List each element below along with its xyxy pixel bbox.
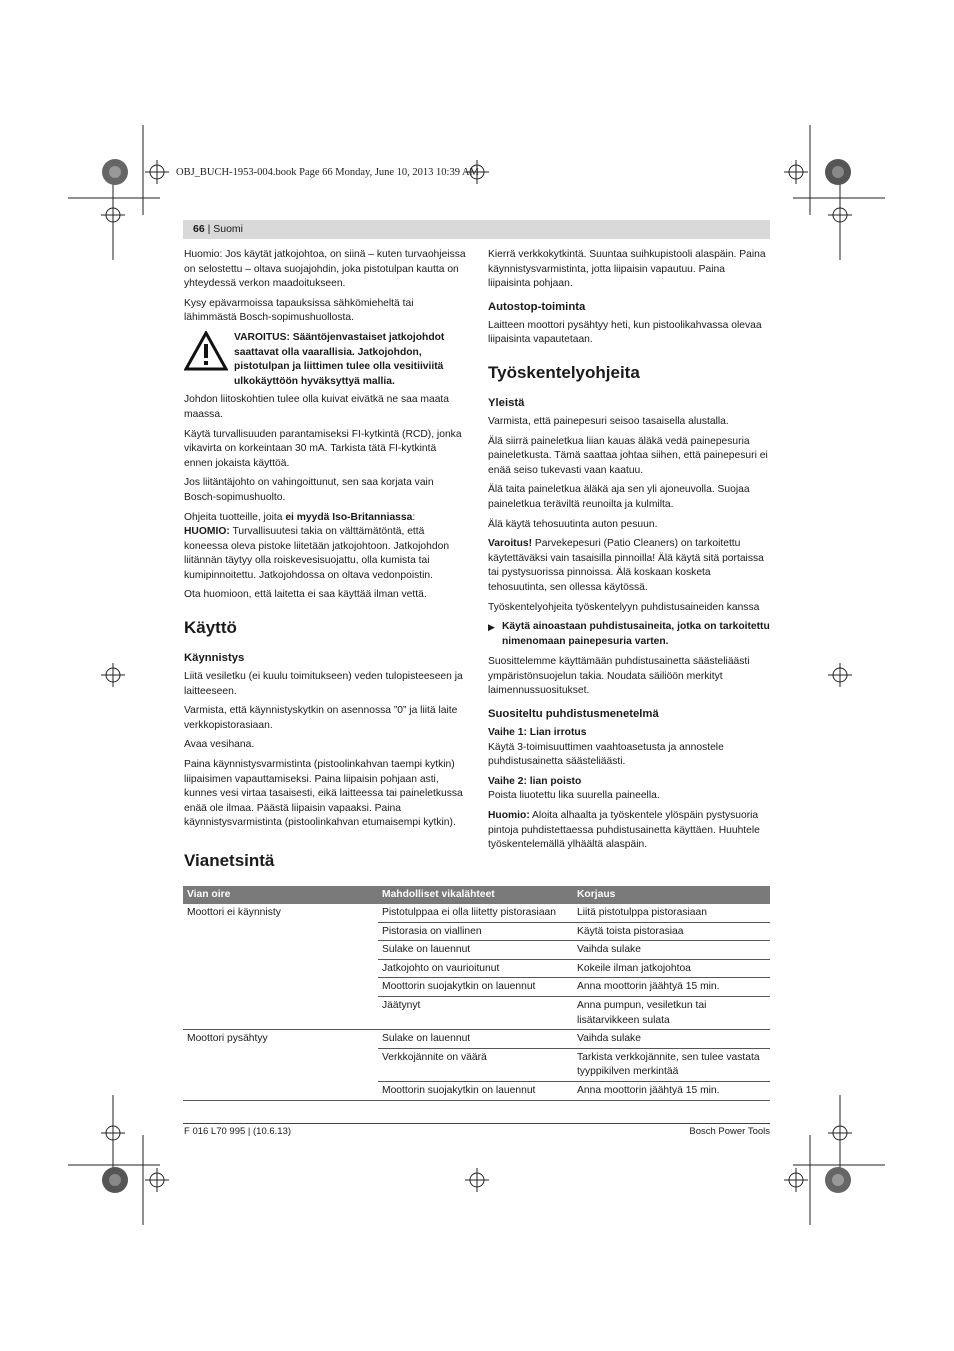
paragraph: Älä siirrä paineletkua liian kauas äläkä vedä painepesuria paineletkusta. Tämä saattaa johtaa siihen, että painepesuri ei enää seiso tukevasti vaan kaatuu. xyxy=(488,435,768,476)
paragraph: Kysy epävarmoissa tapauksissa sähkömieheltä tai lähimmästä Bosch-sopimushuollosta. xyxy=(184,297,414,324)
column-header: Vian oire xyxy=(183,886,378,904)
table-cell: Käytä toista pistorasiaa xyxy=(573,922,770,941)
heading-vianetsinta: Vianetsintä xyxy=(184,851,275,870)
paragraph: Varoitus! Parvekepesuri (Patio Cleaners) on tarkoitettu käytettäväksi vain tasaisilla pinnoilla! Älä käytä sitä portaissa tai pystysuorissa pinnoissa. Älä koskaan kosketa tehosuutinta, sen ollessa käytössä. xyxy=(488,538,764,593)
paragraph: Varmista, että käynnistyskytkin on asennossa ”0” ja liitä laite verkkopistorasiaan. xyxy=(184,705,458,731)
paragraph: Työskentelyohjeita työskentelyyn puhdistusaineiden kanssa xyxy=(488,601,760,613)
triangle-bullet-icon: ▶ xyxy=(488,622,495,633)
step-text: Poista liuotettu lika suurella paineella. xyxy=(488,790,660,802)
table-cell: Moottori ei käynnisty xyxy=(183,904,378,1030)
page-header-bar xyxy=(183,220,770,239)
table-row xyxy=(183,1030,770,1049)
paragraph: Ohjeita tuotteille, joita ei myydä Iso-Britanniassa: xyxy=(184,511,416,523)
footer-divider xyxy=(183,1123,770,1124)
paragraph: Avaa vesihana. xyxy=(184,739,255,751)
table-cell: Sulake on lauennut xyxy=(378,1030,573,1049)
warning-triangle-icon xyxy=(184,331,234,389)
table-header-row xyxy=(183,886,770,904)
paragraph: Huomio: Jos käytät jatkojohtoa, on siinä – kuten turvaohjeissa on selostettu – oltava suojajohdin, joka pistotulpan kautta on yhteydessä verkon maadoitukseen. xyxy=(184,249,466,290)
heading-kaytto: Käyttö xyxy=(184,618,237,638)
table-cell: Liitä pistotulppa pistorasiaan xyxy=(573,904,770,922)
table-cell: Jäätynyt xyxy=(378,996,573,1029)
paragraph: Älä taita paineletkua äläkä aja sen yli ajoneuvolla. Suojaa paineletkua teräviltä reunoilta ja kulmilta. xyxy=(488,484,750,510)
table-row xyxy=(183,904,770,922)
table-cell: Anna moottorin jäähtyä 15 min. xyxy=(573,1081,770,1100)
table-cell: Pistorasia on viallinen xyxy=(378,922,573,941)
table-cell: Verkkojännite on väärä xyxy=(378,1048,573,1081)
right-column xyxy=(488,248,770,858)
column-header: Korjaus xyxy=(573,886,770,904)
table-cell: Sulake on lauennut xyxy=(378,941,573,960)
paragraph: Kierrä verkkokytkintä. Suuntaa suihkupistooli alaspäin. Paina käynnistysvarmistinta, jotta liipaisin vapautuu. Paina liipaisinta pohjaan. xyxy=(488,249,766,290)
warning-block xyxy=(184,331,466,389)
warning-text: VAROITUS: Sääntöjenvastaiset jatkojohdot saattavat olla vaarallisia. Jatkojohdon, pistotulpan ja liittimen tulee olla vesitiiviitä ulkokäyttöön hyväksyttyä mallia. xyxy=(234,331,445,387)
column-header: Mahdolliset vikalähteet xyxy=(378,886,573,904)
table-cell: Pistotulppaa ei olla liitetty pistorasiaan xyxy=(378,904,573,922)
paragraph: Käytä turvallisuuden parantamiseksi FI-kytkintä (RCD), jonka vikavirta on korkeintaan 30 mA. Tarkista tätä FI-kytkintä ennen jokaista käyttöä. xyxy=(184,428,462,469)
page-number: 66 xyxy=(193,223,205,235)
paragraph: Liitä vesiletku (ei kuulu toimitukseen) veden tulopisteeseen ja laitteeseen. xyxy=(184,671,463,697)
table-cell: Kokeile ilman jatkojohtoa xyxy=(573,959,770,978)
heading-yleista: Yleistä xyxy=(488,396,525,409)
table-cell: Vaihda sulake xyxy=(573,941,770,960)
step-text: Käytä 3-toimisuuttimen vaahtoasetusta ja annostele puhdistusainetta säästeliäästi. xyxy=(488,741,724,768)
table-cell: Tarkista verkkojännite, sen tulee vastata tyyppikilven merkintää xyxy=(573,1048,770,1081)
left-column xyxy=(184,248,466,836)
paragraph: Laitteen moottori pysähtyy heti, kun pistoolikahvassa olevaa liipaisinta vapautetaan. xyxy=(488,319,762,346)
table-cell: Jatkojohto on vaurioitunut xyxy=(378,959,573,978)
heading-suositeltu: Suositeltu puhdistusmenetelmä xyxy=(488,708,659,721)
table-cell: Moottori pysähtyy xyxy=(183,1030,378,1100)
table-cell: Vaihda sulake xyxy=(573,1030,770,1049)
file-header: OBJ_BUCH-1953-004.book Page 66 Monday, June 10, 2013 10:39 AM xyxy=(176,167,479,178)
bullet-item: ▶ Käytä ainoastaan puhdistusaineita, jotka on tarkoitettu nimenomaan painepesuria varten. xyxy=(488,620,770,649)
paragraph: Älä käytä tehosuutinta auton pesuun. xyxy=(488,518,658,530)
table-cell: Anna pumpun, vesiletkun tai lisätarvikkeen sulata xyxy=(573,996,770,1029)
heading-tyoskentely: Työskentelyohjeita xyxy=(488,362,640,382)
paragraph: Jos liitäntäjohto on vahingoittunut, sen saa korjata vain Bosch-sopimushuolto. xyxy=(184,477,434,503)
footer-doc-number: F 016 L70 995 | (10.6.13) xyxy=(184,1126,292,1137)
paragraph: Ota huomioon, että laitetta ei saa käyttää ilman vettä. xyxy=(184,589,427,601)
footer-brand: Bosch Power Tools xyxy=(689,1126,770,1137)
heading-kaynnistys: Käynnistys xyxy=(184,652,245,665)
page-header: 66 | Suomi xyxy=(193,223,244,235)
troubleshooting-table xyxy=(183,886,770,1101)
section-name: Suomi xyxy=(213,223,244,235)
table-cell: Moottorin suojakytkin on lauennut xyxy=(378,1081,573,1100)
paragraph: Paina käynnistysvarmistinta (pistoolinkahvan taempi kytkin) liipaisimen vapauttamiseksi. Paina liipaisin pohjaan asti, kunnes vesi virtaa tasaisesti, eikä laitteessa tai paineletkussa enää ole ilmaa. Päästä liipaisin vapaaksi. Paina käynnistysvarmistinta (pistoolinkahvan etumaisempi kytkin). xyxy=(184,759,463,829)
paragraph: Suosittelemme käyttämään puhdistusainetta säästeliäästi ympäristönsuojelun takia. Noudata säiliöön merkityt laimennussuositukset. xyxy=(488,656,750,697)
heading-autostop: Autostop-toiminta xyxy=(488,300,586,313)
table-cell: Moottorin suojakytkin on lauennut xyxy=(378,978,573,997)
paragraph: Huomio: Aloita alhaalta ja työskentele ylöspäin pystysuoria pintoja puhdistettaessa puhdistusainetta käyttäen. Huuhtele työskentelemällä ylhäältä alaspäin. xyxy=(488,810,760,851)
table-cell: Anna moottorin jäähtyä 15 min. xyxy=(573,978,770,997)
paragraph: Varmista, että painepesuri seisoo tasaisella alustalla. xyxy=(488,415,729,427)
step-title: Vaihe 2: lian poisto xyxy=(488,775,582,787)
paragraph: HUOMIO: Turvallisuutesi takia on välttämätöntä, että koneessa oleva pistoke liitetään jatkojohtoon. Jatkojohdon liitännän täytyy olla roiskevesisuojattu, olla kumista tai kumipinnoitettu. Jatkojohdossa on oltava vedonpoistin. xyxy=(184,526,450,581)
step-title: Vaihe 1: Lian irrotus xyxy=(488,727,587,739)
paragraph: Johdon liitoskohtien tulee olla kuivat eivätkä ne saa maata maassa. xyxy=(184,394,450,420)
